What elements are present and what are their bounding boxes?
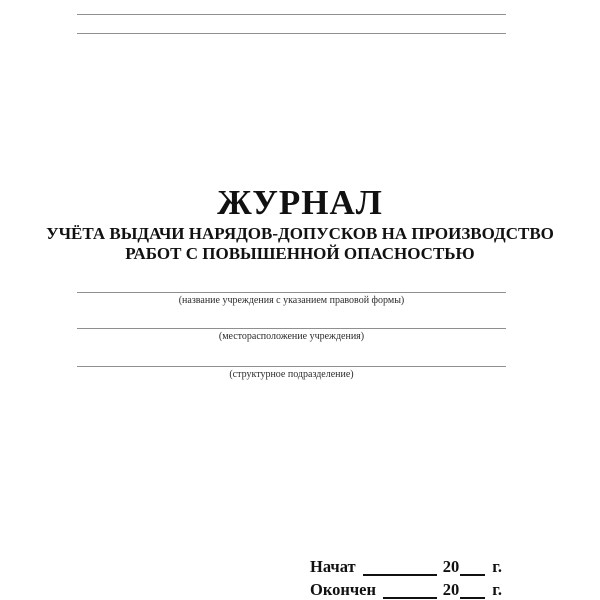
header-rule-line-2 xyxy=(77,33,506,34)
journal-subtitle-line2: РАБОТ С ПОВЫШЕННОЙ ОПАСНОСТЬЮ xyxy=(125,244,475,263)
date-started-blank-line xyxy=(363,556,437,576)
field-structural-unit xyxy=(77,366,506,381)
institution-name-blank-line xyxy=(77,292,506,293)
date-finished-century: 20 xyxy=(442,580,460,599)
journal-subtitle xyxy=(0,224,600,264)
date-finished-year-blank-line xyxy=(460,579,485,599)
date-finished-year-suffix: г. xyxy=(492,580,502,599)
structural-unit-blank-line xyxy=(77,366,506,367)
journal-title: ЖУРНАЛ xyxy=(217,183,383,222)
institution-name-caption: (название учреждения с указанием правовой формы) xyxy=(178,295,405,306)
date-started-year-suffix: г. xyxy=(492,557,502,576)
header-rule-line-1 xyxy=(77,14,506,15)
date-started-century: 20 xyxy=(442,557,460,576)
journal-dates-block xyxy=(310,556,502,600)
field-institution-location xyxy=(77,328,506,343)
date-started-row xyxy=(310,556,502,578)
date-finished-blank-line xyxy=(383,579,437,599)
field-institution-name xyxy=(77,292,506,307)
date-started-label: Начат xyxy=(310,557,356,576)
institution-location-caption: (месторасположение учреждения) xyxy=(218,331,365,342)
structural-unit-caption: (структурное подразделение) xyxy=(229,369,354,380)
date-finished-label: Окончен xyxy=(310,580,377,599)
date-finished-row xyxy=(310,579,502,600)
date-started-year-blank-line xyxy=(460,556,485,576)
institution-location-blank-line xyxy=(77,328,506,329)
journal-subtitle-line1: УЧЁТА ВЫДАЧИ НАРЯДОВ-ДОПУСКОВ НА ПРОИЗВОДСТВО xyxy=(46,224,554,243)
